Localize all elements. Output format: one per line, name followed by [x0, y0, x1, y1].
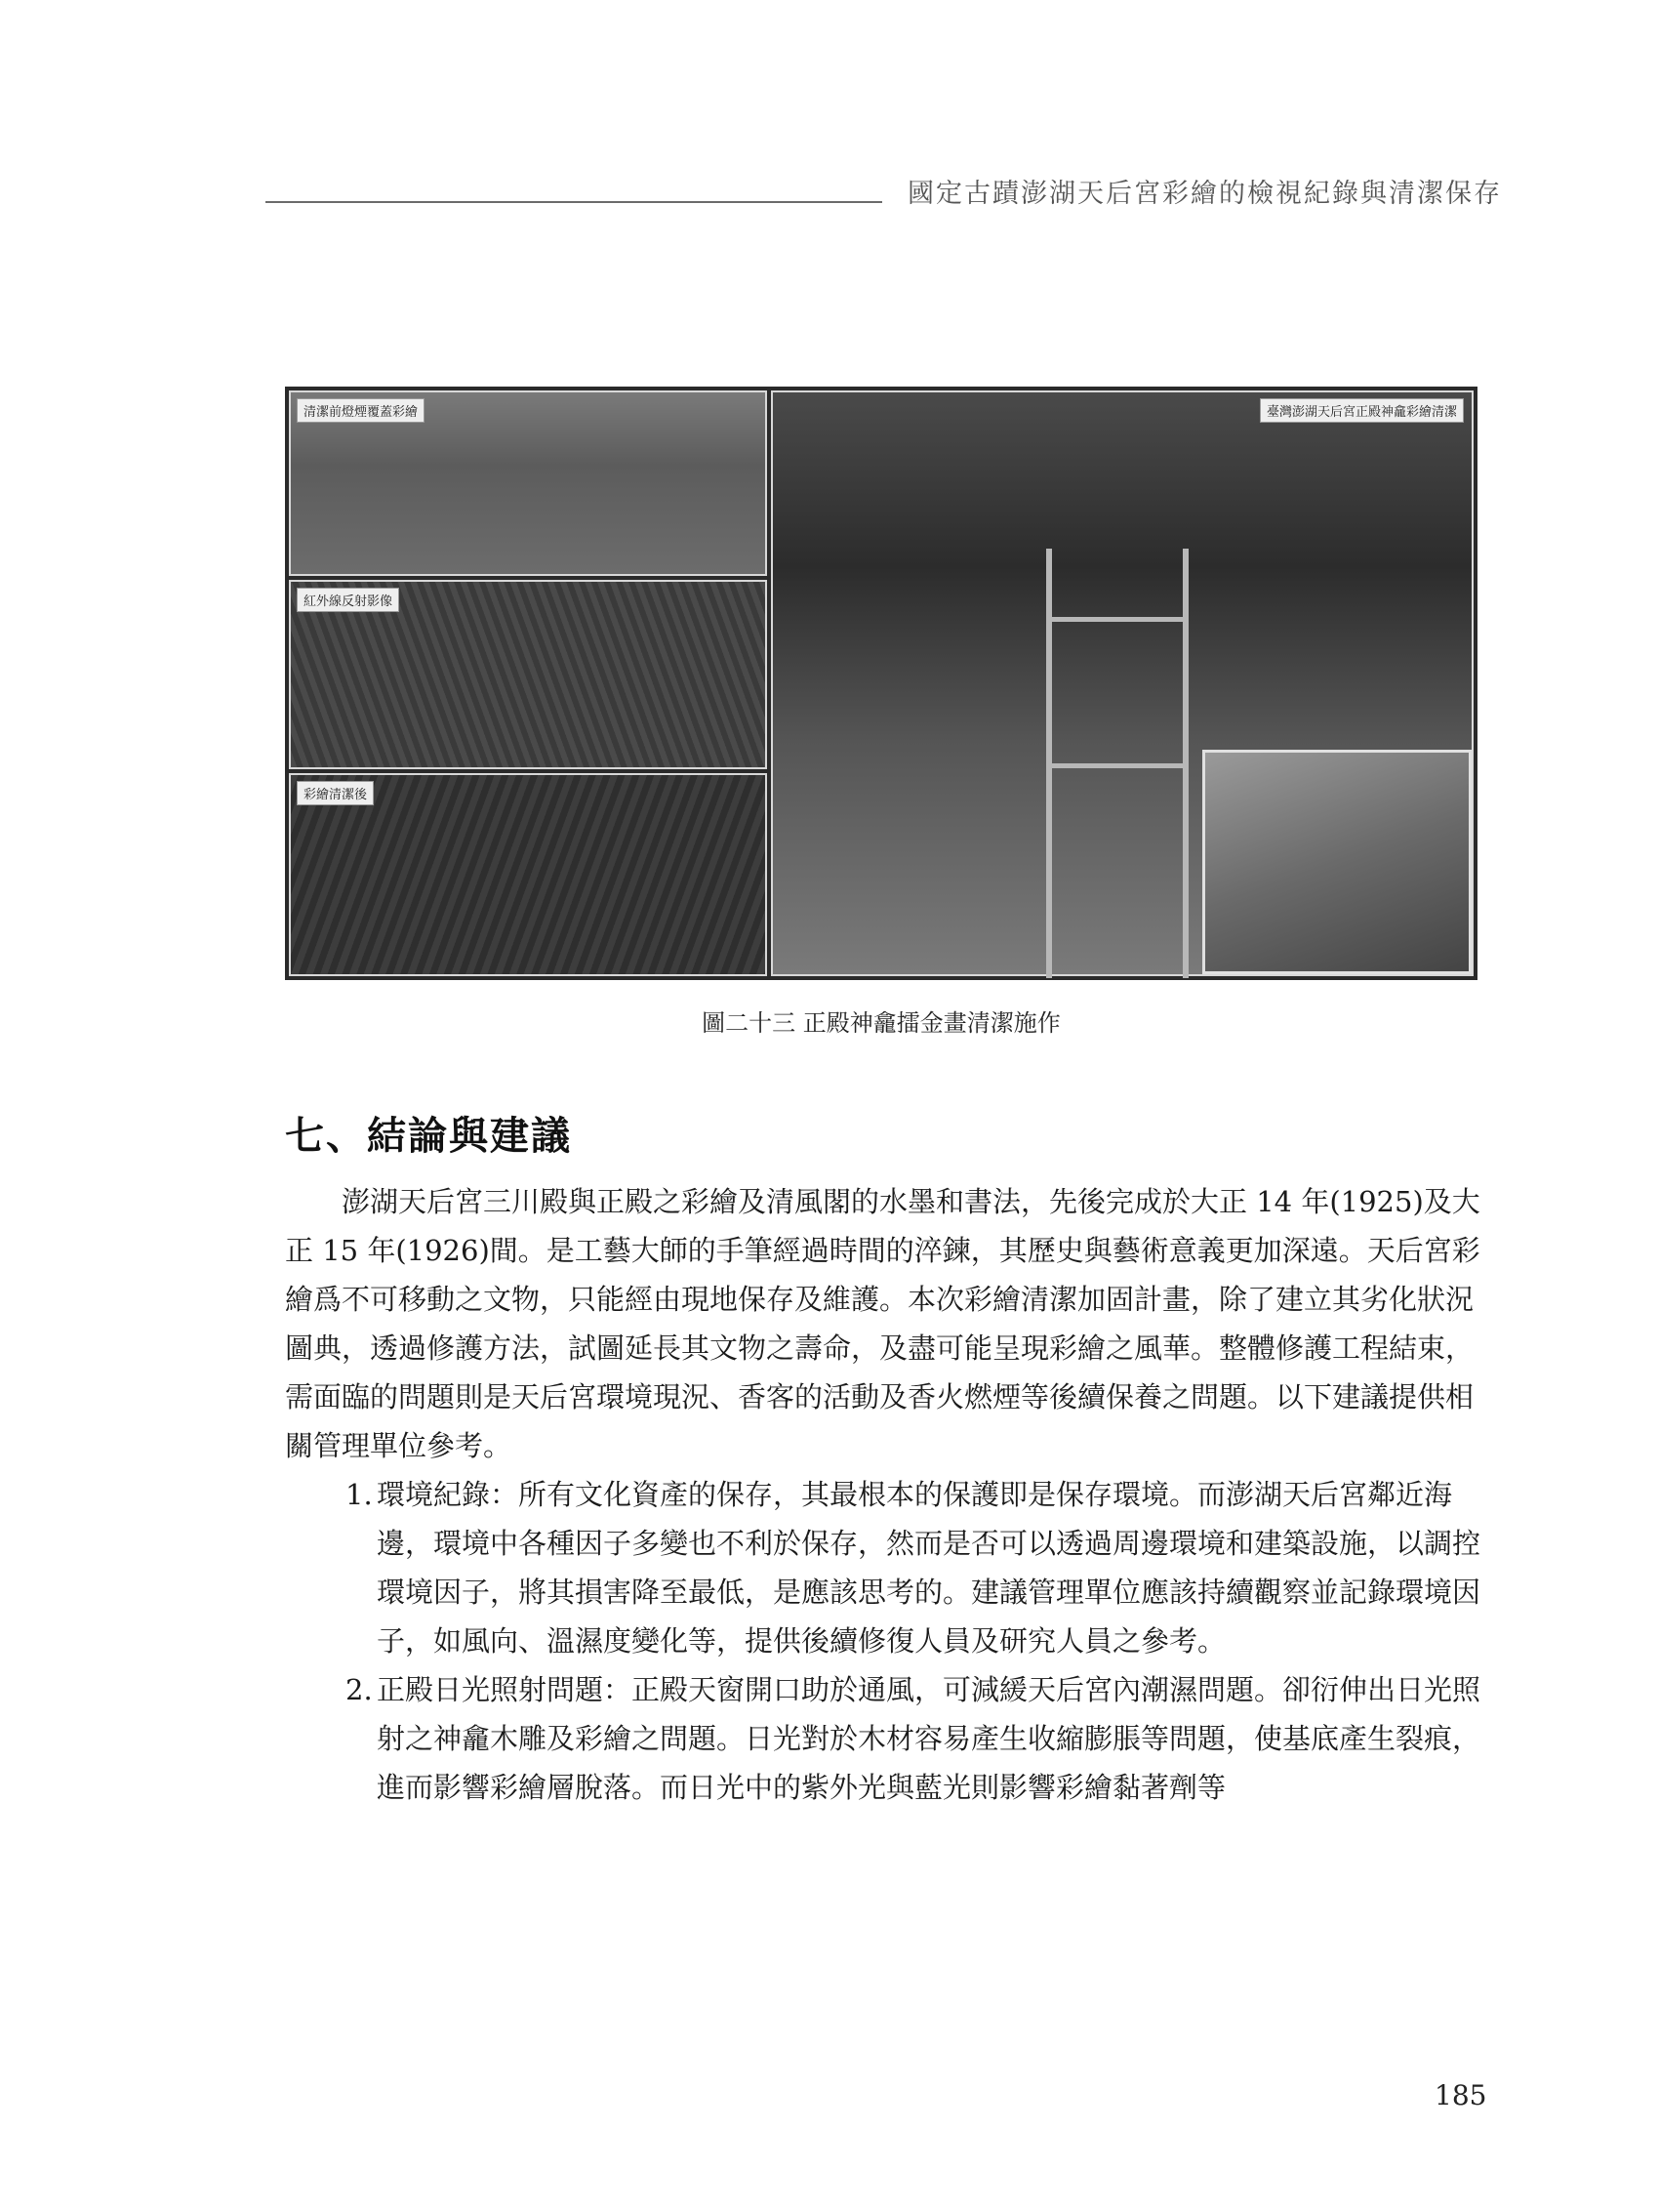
body-text [285, 1177, 1485, 1812]
photo-worker-inset [1202, 750, 1472, 974]
list-item-number: 2. [345, 1673, 373, 1706]
photo-infrared [289, 580, 767, 769]
list-item-text: 正殿日光照射問題：正殿天窗開口助於通風，可減緩天后宮內潮濕問題。卻衍伸出日光照射之神龕木雕及彩繪之問題。日光對於木材容易產生收縮膨脹等問題，使基底產生裂痕，進而影響彩繪層脫落。而日光中的紫外光與藍光則影響彩繪黏著劑等 [377, 1673, 1481, 1804]
header-rule [265, 201, 882, 203]
photo-label-infrared: 紅外線反射影像 [297, 588, 399, 612]
scaffold-bar [1046, 617, 1189, 622]
photo-label-site: 臺灣澎湖天后宮正殿神龕彩繪清潔 [1260, 398, 1464, 423]
section-heading: 七、結論與建議 [285, 1113, 572, 1159]
figure-caption: 圖二十三 正殿神龕擂金畫清潔施作 [702, 1009, 1061, 1037]
running-header: 國定古蹟澎湖天后宮彩繪的檢視紀錄與清潔保存 [908, 179, 1502, 209]
recommendation-list [285, 1470, 1485, 1812]
list-item-text: 環境紀錄：所有文化資產的保存，其最根本的保護即是保存環境。而澎湖天后宮鄰近海邊，環境中各種因子多變也不利於保存，然而是否可以透過周邊環境和建築設施，以調控環境因子，將其損害降至最低，是應該思考的。建議管理單位應該持續觀察並記錄環境因子，如風向、溫濕度變化等，提供後續修復人員及研究人員之參考。 [377, 1478, 1481, 1658]
list-item [285, 1470, 1485, 1665]
photo-after-cleaning [289, 773, 767, 976]
photo-label-after: 彩繪清潔後 [297, 781, 374, 805]
scaffold-bar [1046, 763, 1189, 768]
page-number: 185 [1435, 2079, 1487, 2111]
list-item [285, 1665, 1485, 1812]
photo-label-before: 清潔前燈煙覆蓋彩繪 [297, 398, 425, 423]
figure-photo-collage [285, 387, 1477, 980]
list-item-number: 1. [345, 1478, 373, 1511]
paragraph: 澎湖天后宮三川殿與正殿之彩繪及清風閣的水墨和書法，先後完成於大正 14 年(1925)及大正 15 年(1926)間。是工藝大師的手筆經過時間的淬鍊，其歷史與藝術意義更加深遠。天后宮彩繪爲不可移動之文物，只能經由現地保存及維護。本次彩繪清潔加固計畫，除了建立其劣化狀況圖典，透過修護方法，試圖延長其文物之壽命，及盡可能呈現彩繪之風華。整體修護工程結束，需面臨的問題則是天后宮環境現況、香客的活動及香火燃煙等後續保養之問題。以下建議提供相關管理單位參考。 [285, 1185, 1480, 1462]
photo-before-cleaning [289, 390, 767, 576]
